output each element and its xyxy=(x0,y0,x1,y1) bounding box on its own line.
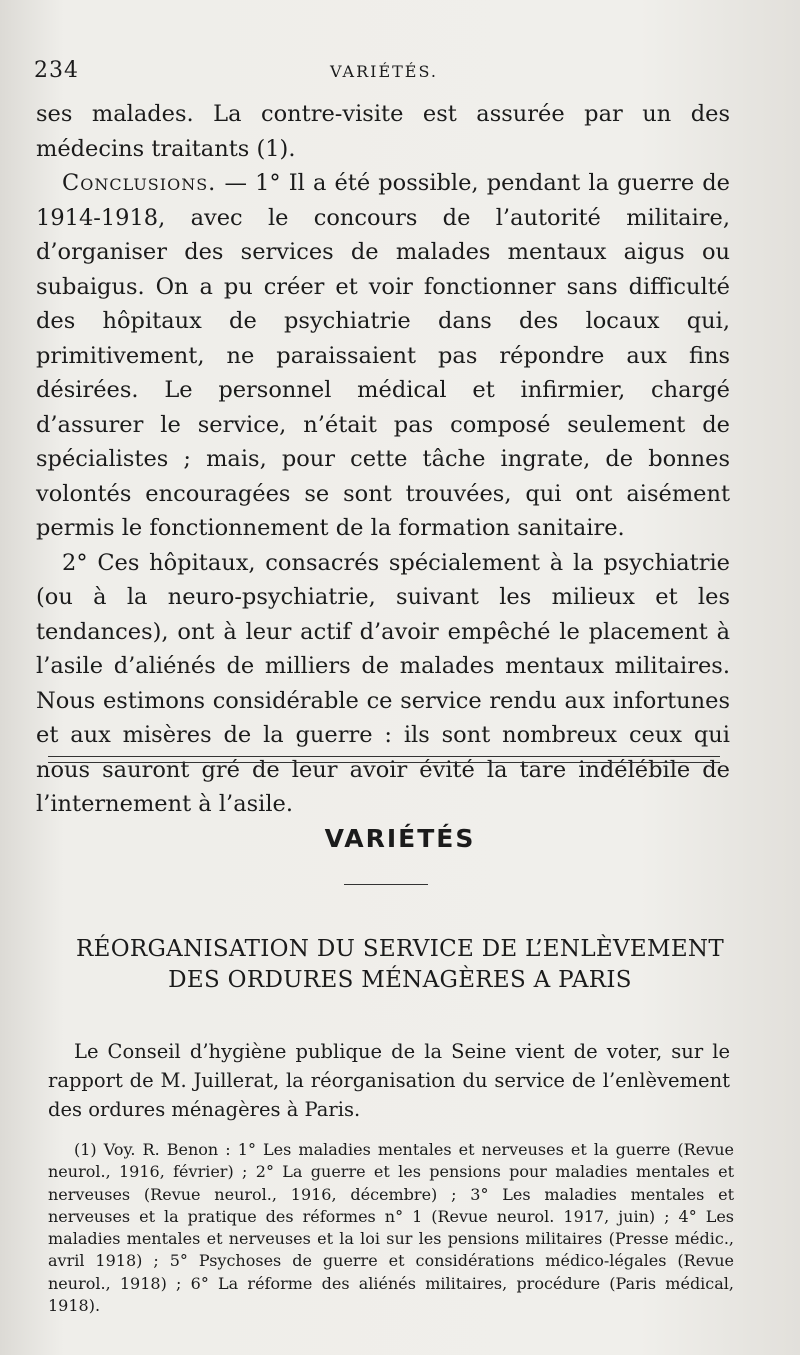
footnote xyxy=(48,1139,734,1317)
conclusions-lead: Conclusions. xyxy=(62,170,217,196)
article-title xyxy=(30,934,770,996)
section-title: VARIÉTÉS xyxy=(324,824,476,853)
running-head: VARIÉTÉS. xyxy=(330,62,438,81)
footnote-text: (1) Voy. R. Benon : 1° Les maladies mentales et nerveuses et la guerre (Revue neurol., 1916, février) ; 2° La guerre et les pensions pour maladies mentales et nerveuses (Revue neurol., 1916, décembre) ; 3° Les maladies mentales et nerveuses et la pratique des réformes n° 1 (Revue neurol. 1917, juin) ; 4° Les maladies mentales et nerveuses et la loi sur les pensions militaires (Presse médic., avril 1918) ; 5° Psychoses de guerre et considérations médico-légales (Revue neurol., 1918) ; 6° La réforme des aliénés militaires, procédure (Paris médical, 1918). xyxy=(48,1140,734,1316)
article-body xyxy=(48,1037,730,1124)
body-text xyxy=(36,97,730,822)
paragraph-conclusions xyxy=(36,166,730,546)
double-rule-divider xyxy=(48,756,720,763)
paragraph-continued: ses malades. La contre-visite est assurée par un des médecins traitants (1). xyxy=(36,101,730,162)
article-paragraph: Le Conseil d’hygiène publique de la Seine vient de voter, sur le rapport de M. Juillerat, la réorganisation du service de l’enlèvement des ordures ménagères à Paris. xyxy=(48,1040,730,1121)
short-rule-divider xyxy=(344,884,428,885)
conclusions-text: — 1° Il a été possible, pendant la guerre de 1914-1918, avec le concours de l’autorité militaire, d’organiser des services de malades mentaux aigus ou subaigus. On a pu créer et voir fonctionner sans difficulté des hôpitaux de psychiatrie dans des locaux qui, primitivement, ne paraissaient pas répondre aux fins désirées. Le personnel médical et infirmier, chargé d’assurer le service, n’était pas composé seulement de spécialistes ; mais, pour cette tâche ingrate, de bonnes volontés encouragées se sont trouvées, qui ont aisément permis le fonctionnement de la formation sanitaire. xyxy=(36,170,730,541)
article-title-line-1: RÉORGANISATION DU SERVICE DE L’ENLÈVEMENT xyxy=(76,936,724,962)
paragraph-second-point: 2° Ces hôpitaux, consacrés spécialement à la psychiatrie (ou à la neuro-psychiatrie, suivant les milieux et les tendances), ont à leur actif d’avoir empêché le placement à l’asile d’aliénés de milliers de malades mentaux militaires. Nous estimons considérable ce service rendu aux infortunes et aux misères de la guerre : ils sont nombreux ceux qui nous sauront gré de leur avoir évité la tare indélébile de l’internement à l’asile. xyxy=(36,549,730,817)
article-title-line-2: DES ORDURES MÉNAGÈRES A PARIS xyxy=(168,967,632,993)
page-number: 234 xyxy=(34,58,79,83)
page-header xyxy=(34,58,734,88)
